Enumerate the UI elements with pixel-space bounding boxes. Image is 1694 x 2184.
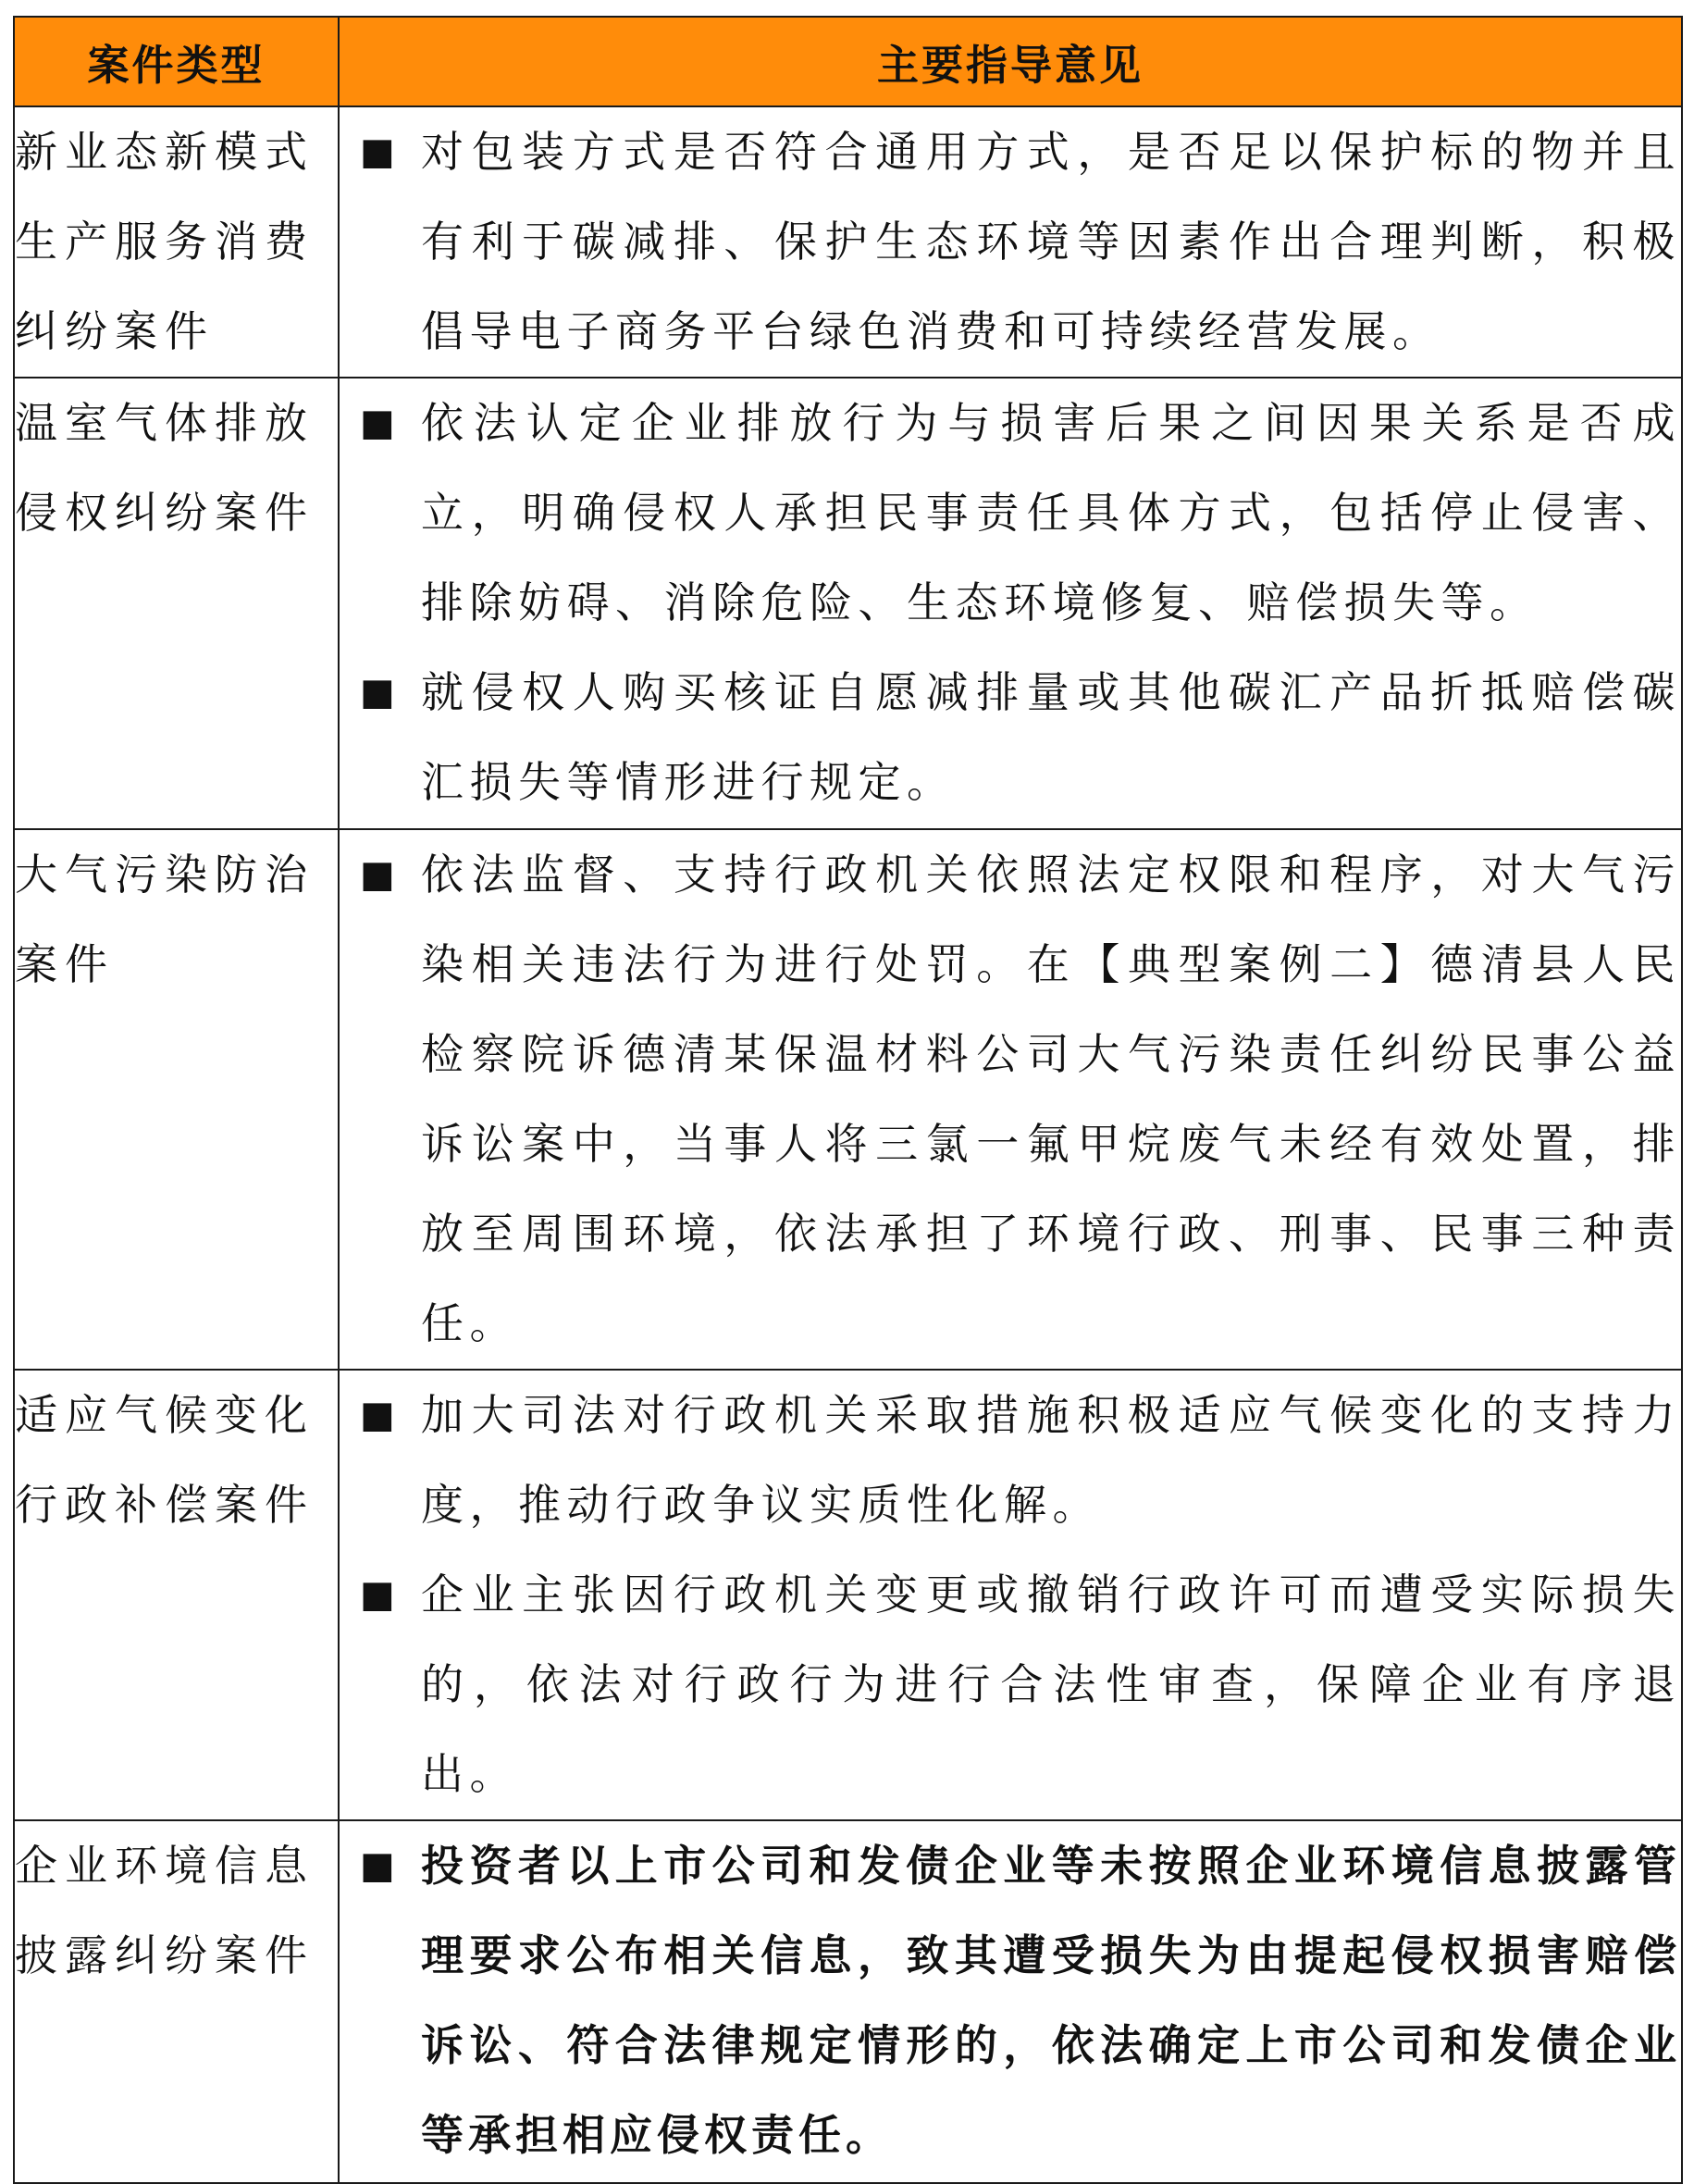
header-case-type: 案件类型 (14, 17, 339, 106)
bullet-square-icon: ■ (360, 671, 395, 714)
bullet-square-icon: ■ (360, 402, 395, 444)
guidance-text: 对包装方式是否符合通用方式，是否足以保护标的物并且有利于碳减排、保护生态环境等因素作出合理判断，积极倡导电子商务平台绿色消费和可持续经营发展。 (421, 127, 1681, 356)
guidance-item (340, 830, 1681, 1369)
guidance-item (340, 648, 1681, 827)
bullet-square-icon: ■ (360, 1573, 395, 1616)
bullet-square-icon: ■ (360, 1844, 395, 1887)
guidance-cell (339, 106, 1682, 378)
guidance-table (13, 16, 1683, 2184)
case-type-cell: 新业态新模式生产服务消费纠纷案件 (14, 106, 339, 378)
guidance-item (340, 378, 1681, 648)
guidance-item (340, 107, 1681, 377)
guidance-text: 依法认定企业排放行为与损害后果之间因果关系是否成立，明确侵权人承担民事责任具体方式，包括停止侵害、排除妨碍、消除危险、生态环境修复、赔偿损失等。 (421, 398, 1681, 627)
table-row (14, 829, 1682, 1370)
table-row (14, 1820, 1682, 2183)
guidance-item (340, 1550, 1681, 1819)
guidance-cell (339, 1370, 1682, 1820)
guidance-text: 企业主张因行政机关变更或撤销行政许可而遭受实际损失的，依法对行政行为进行合法性审查，保障企业有序退出。 (421, 1570, 1681, 1799)
guidance-text: 投资者以上市公司和发债企业等未按照企业环境信息披露管理要求公布相关信息，致其遭受损失为由提起侵权损害赔偿诉讼、符合法律规定情形的，依法确定上市公司和发债企业等承担相应侵权责任。 (421, 1841, 1681, 2160)
bullet-square-icon: ■ (360, 853, 395, 896)
case-type-cell: 大气污染防治案件 (14, 829, 339, 1370)
guidance-cell (339, 829, 1682, 1370)
guidance-cell (339, 1820, 1682, 2183)
bullet-square-icon: ■ (360, 1394, 395, 1436)
guidance-text: 加大司法对行政机关采取措施积极适应气候变化的支持力度，推动行政争议实质性化解。 (421, 1390, 1681, 1530)
guidance-text: 依法监督、支持行政机关依照法定权限和程序，对大气污染相关违法行为进行处罚。在【典型案例二】德清县人民检察院诉德清某保温材料公司大气污染责任纠纷民事公益诉讼案中，当事人将三氯一氟甲烷废气未经有效处置，排放至周围环境，依法承担了环境行政、刑事、民事三种责任。 (421, 850, 1681, 1348)
guidance-cell (339, 378, 1682, 829)
case-type-cell: 适应气候变化行政补偿案件 (14, 1370, 339, 1820)
table-header-row (14, 17, 1682, 106)
guidance-item (340, 1371, 1681, 1550)
guidance-item (340, 1821, 1681, 2180)
table-row (14, 1370, 1682, 1820)
bullet-square-icon: ■ (360, 130, 395, 173)
case-type-cell: 企业环境信息披露纠纷案件 (14, 1820, 339, 2183)
table-row (14, 106, 1682, 378)
guidance-text: 就侵权人购买核证自愿减排量或其他碳汇产品折抵赔偿碳汇损失等情形进行规定。 (421, 667, 1681, 807)
table-row (14, 378, 1682, 829)
case-type-cell: 温室气体排放侵权纠纷案件 (14, 378, 339, 829)
header-guidance: 主要指导意见 (339, 17, 1682, 106)
